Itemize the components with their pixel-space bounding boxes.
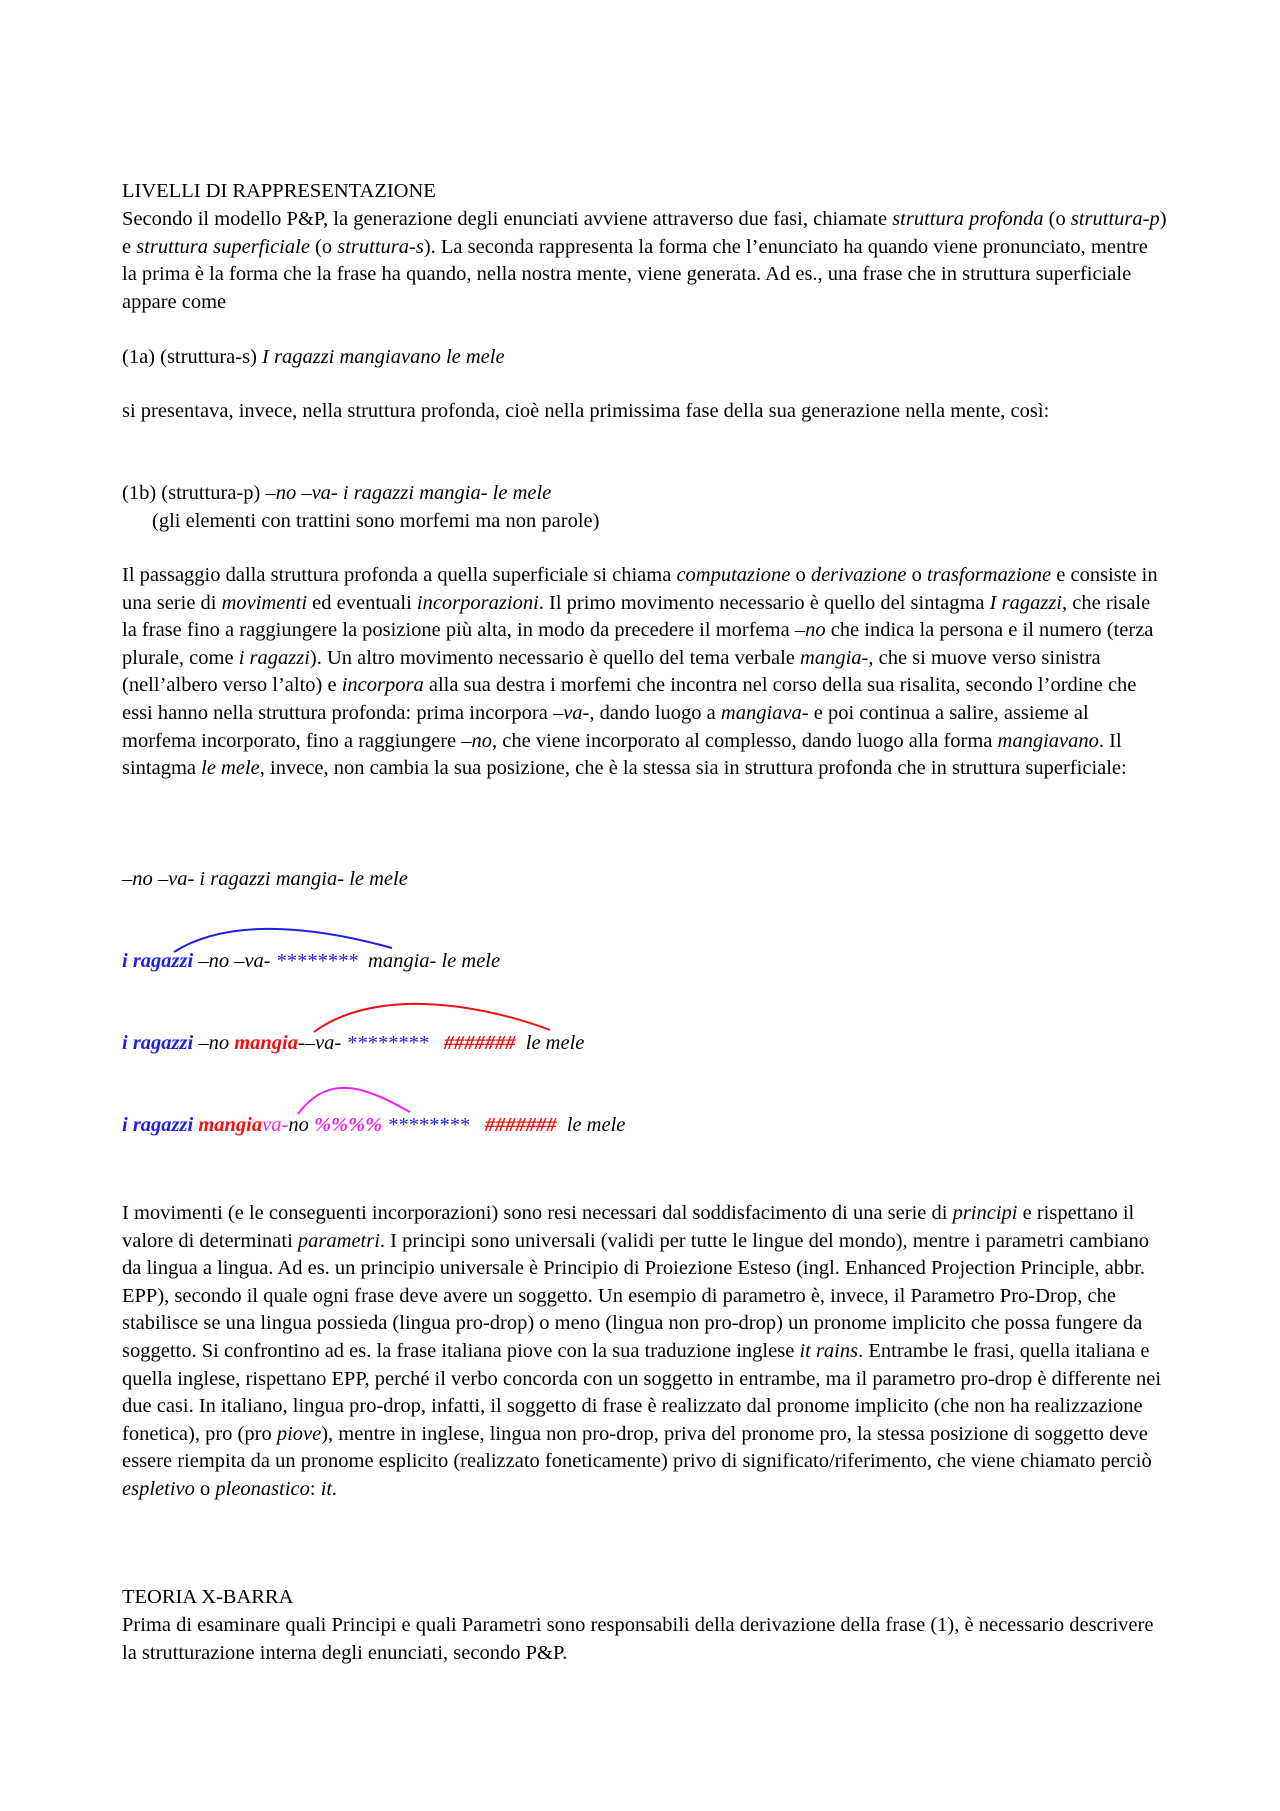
incorporated-va: va- bbox=[262, 1114, 289, 1136]
derivation-step-0: –no –va- i ragazzi mangia- le mele bbox=[122, 868, 408, 890]
moved-subject: i ragazzi bbox=[122, 1032, 194, 1054]
moved-verb: mangia bbox=[198, 1114, 263, 1136]
paragraph-principles-parameters: I movimenti (e le conseguenti incorporazioni) sono resi necessari dal soddisfacimento di una serie di principi e rispettano il valore di determinati parametri. I principi sono universali (validi per tutte le lingue del mondo), mentre i parametri cambiano da lingua a lingua. Ad es. un principio universale è Principio di Proiezione Esteso (ingl. Enhanced Projection Principle, abbr. EPP), secondo il quale ogni frase deve avere un soggetto. Un esempio di parametro è, invece, il Parametro Pro-Drop, che stabilisce se una lingua possieda (lingua pro-drop) o meno (lingua non pro-drop) un pronome implicito che possa fungere da soggetto. Si confrontino ad es. la frase italiana piove con la sua traduzione inglese it rains. Entrambe le frasi, quella italiana e quella inglese, rispettano EPP, perché il verbo concorda con un soggetto in entrambe, ma il parametro pro-drop è differente nei due casi. In italiano, lingua pro-drop, infatti, il soggetto di frase è realizzato dal pronome implicito (che non ha realizzazione fonetica), pro (pro piove), mentre in inglese, lingua non pro-drop, priva del pronome pro, la stessa posizione di soggetto deve essere riempita da un pronome esplicito (realizzato foneticamente) privo di significato/riferimento, che viene chiamato perciò espletivo o pleonastico: it. bbox=[122, 1202, 1162, 1500]
paragraph-deep-structure: si presentava, invece, nella struttura profonda, cioè nella primissima fase della sua generazione nella mente, così: bbox=[122, 400, 1050, 422]
section-heading-livelli: LIVELLI DI RAPPRESENTAZIONE bbox=[122, 180, 436, 202]
derivation-step-1: i ragazzi –no –va- ******** mangia- le mele bbox=[122, 950, 501, 972]
paragraph-x-barra: Prima di esaminare quali Principi e quali Parametri sono responsabili della derivazione della frase (1), è necessario descrivere la strutturazione interna degli enunciati, secondo P&P. bbox=[122, 1614, 1154, 1664]
verb-trace: ####### bbox=[484, 1114, 557, 1136]
example-1b: (1b) (struttura-p) –no –va- i ragazzi mangia- le mele bbox=[122, 482, 552, 504]
derivation-step-2: i ragazzi –no mangia-–va- ******** ####### le mele bbox=[122, 1032, 585, 1054]
section-heading-x-barra: TEORIA X-BARRA bbox=[122, 1586, 294, 1608]
subject-trace: ******** bbox=[275, 950, 358, 972]
moved-verb: mangia bbox=[234, 1032, 298, 1054]
verb-trace: ####### bbox=[443, 1032, 516, 1054]
moved-subject: i ragazzi bbox=[122, 950, 194, 972]
incorporation-arc bbox=[298, 1088, 410, 1114]
va-trace: %%%% bbox=[313, 1114, 383, 1136]
verb-movement-arc bbox=[314, 1004, 550, 1032]
subject-trace: ******** bbox=[387, 1114, 470, 1136]
moved-subject: i ragazzi bbox=[122, 1114, 194, 1136]
example-1a: (1a) (struttura-s) I ragazzi mangiavano le mele bbox=[122, 346, 505, 368]
paragraph-intro: Secondo il modello P&P, la generazione degli enunciati avviene attraverso due fasi, chiamate struttura profonda (o struttura-p) e struttura superficiale (o struttura-s). La seconda rappresenta la forma che l’enunciato ha quando viene pronunciato, mentre la prima è la forma che la frase ha quando, nella nostra mente, viene generata. Ad es., una frase che in struttura superficiale appare come bbox=[122, 208, 1167, 313]
paragraph-computation: Il passaggio dalla struttura profonda a quella superficiale si chiama computazione o derivazione o trasformazione e consiste in una serie di movimenti ed eventuali incorporazioni. Il primo movimento necessario è quello del sintagma I ragazzi, che risale la frase fino a raggiungere la posizione più alta, in modo da precedere il morfema –no che indica la persona e il numero (terza plurale, come i ragazzi). Un altro movimento necessario è quello del tema verbale mangia-, che si muove verso sinistra (nell’albero verso l’alto) e incorpora alla sua destra i morfemi che incontra nel corso della sua risalita, secondo l’ordine che essi hanno nella struttura profonda: prima incorpora –va-, dando luogo a mangiava- e poi continua a salire, assieme al morfema incorporato, fino a raggiungere –no, che viene incorporato al complesso, dando luogo alla forma mangiavano. Il sintagma le mele, invece, non cambia la sua posizione, che è la stessa sia in struttura profonda che in struttura superficiale: bbox=[122, 564, 1158, 780]
derivation-step-3: i ragazzi mangiava-no %%%% ******** ####### le mele bbox=[122, 1114, 626, 1136]
subject-trace: ******** bbox=[346, 1032, 429, 1054]
example-1b-note: (gli elementi con trattini sono morfemi ma non parole) bbox=[152, 510, 600, 532]
